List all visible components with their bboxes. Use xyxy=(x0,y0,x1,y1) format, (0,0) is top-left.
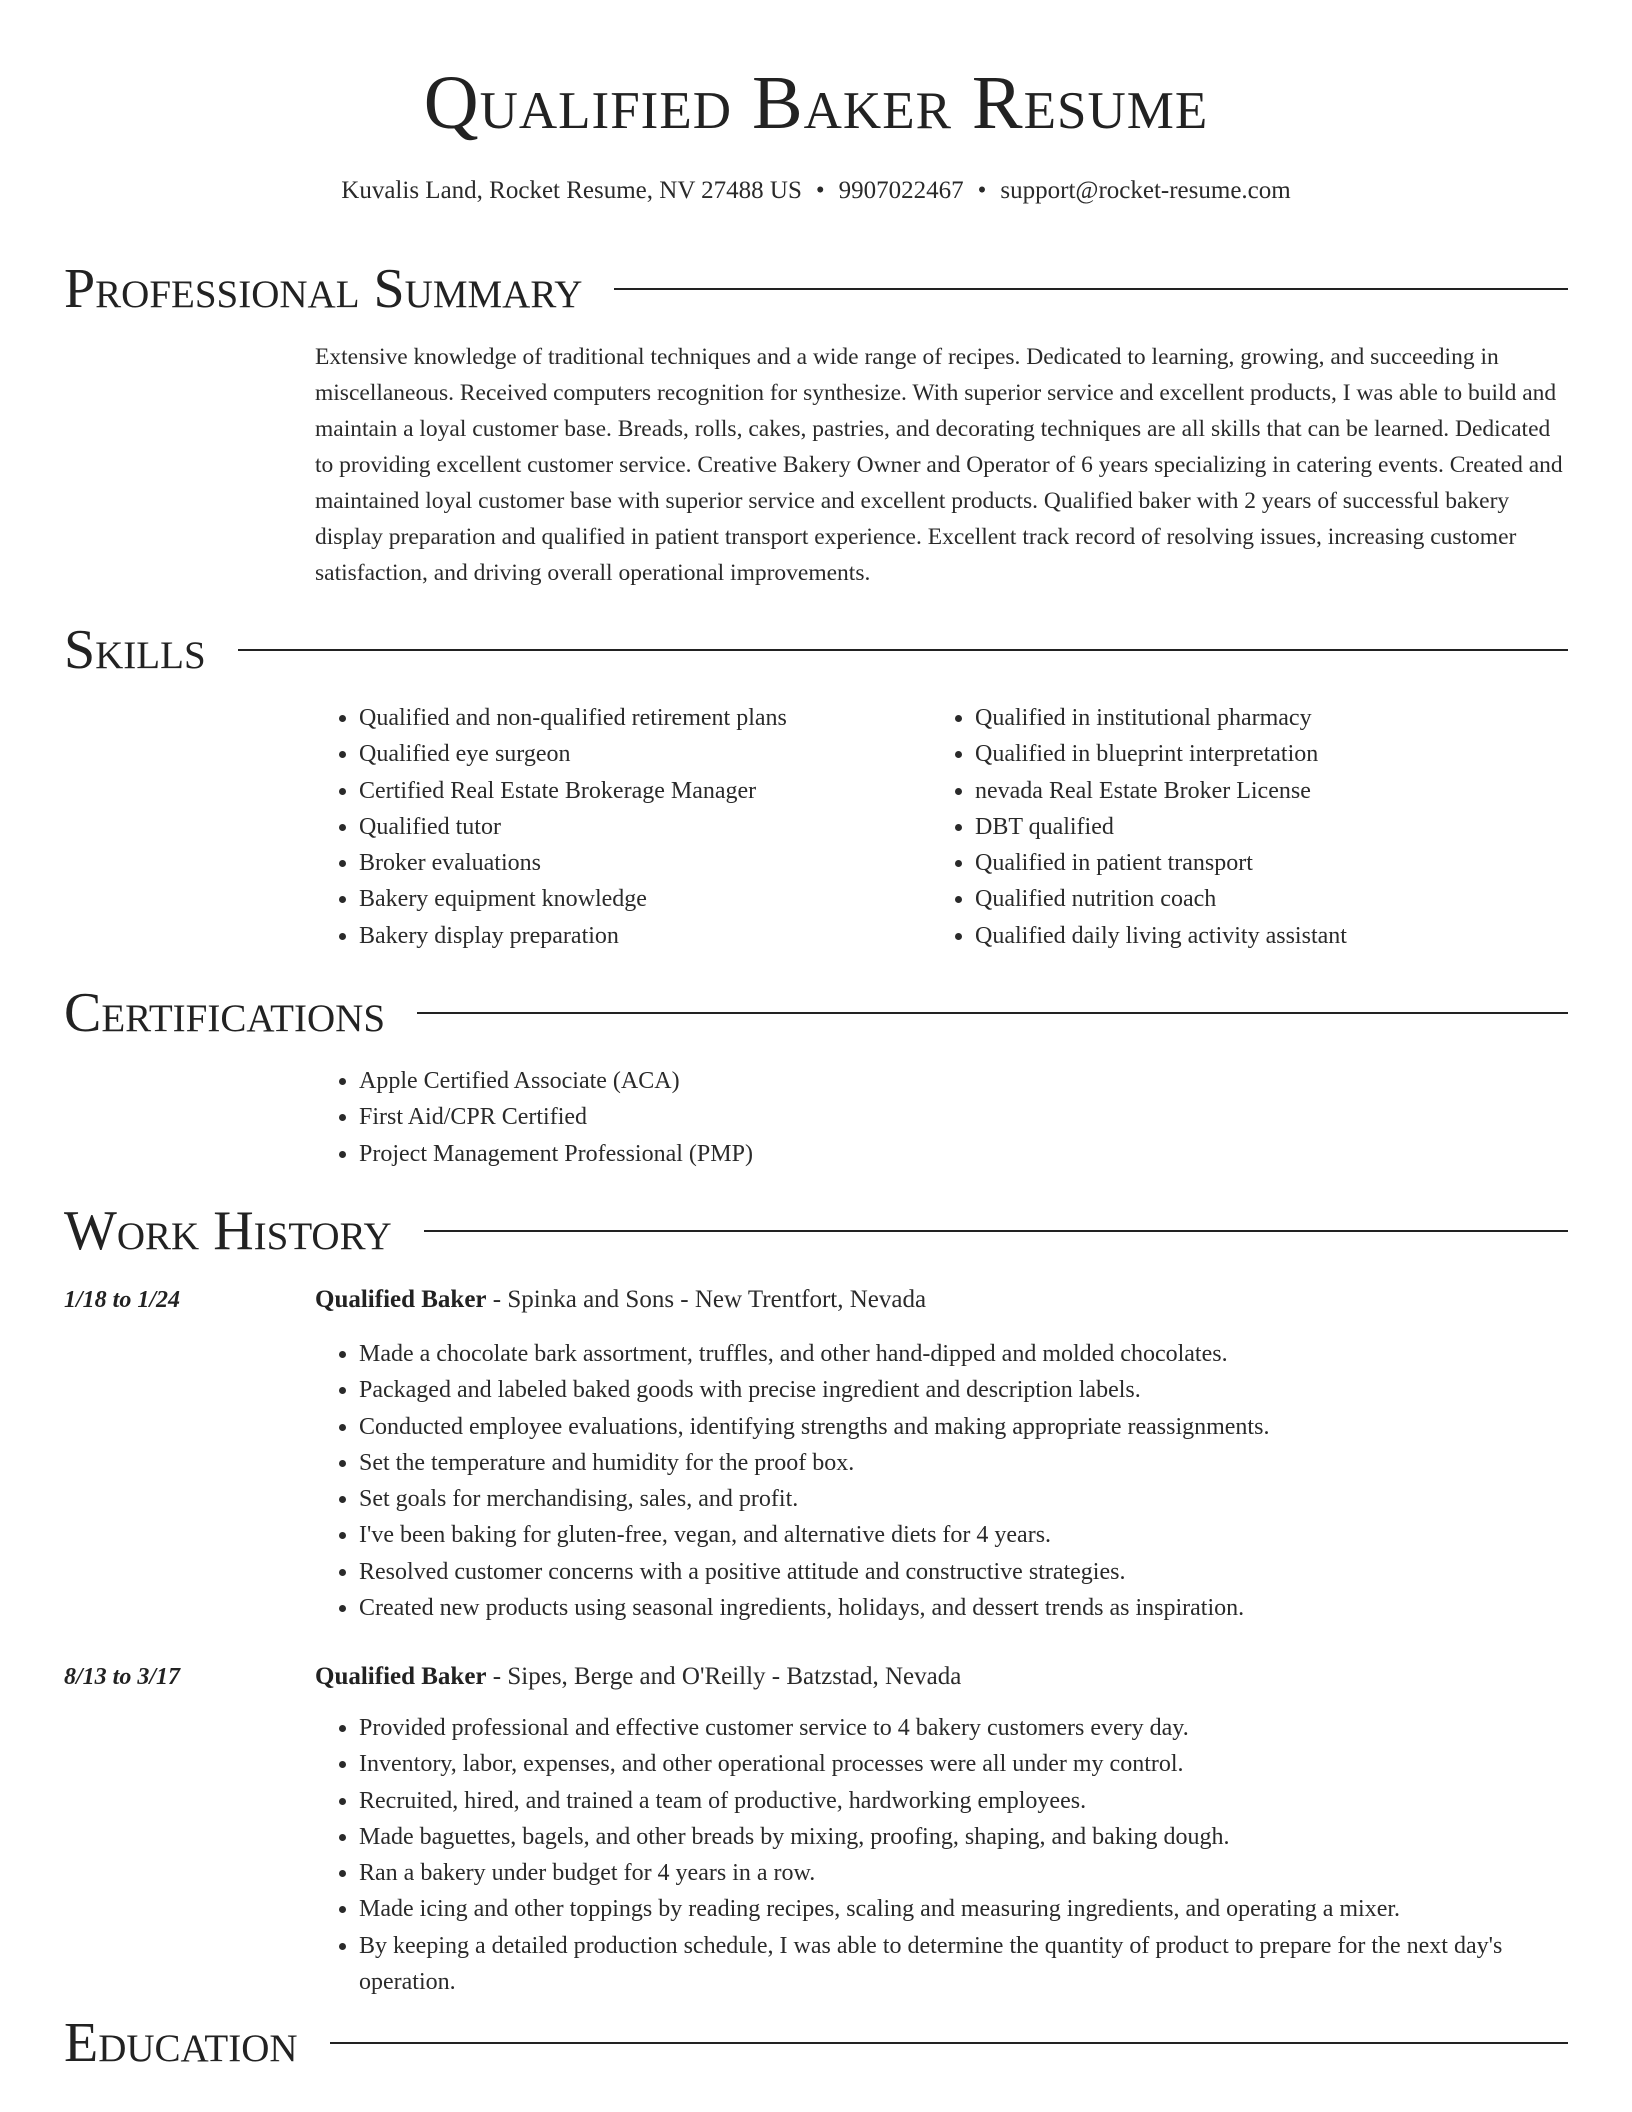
work-section-header xyxy=(64,1198,1568,1264)
skill-item: • Bakery display preparation xyxy=(359,918,915,954)
job-employer: - Spinka and Sons - New Trentfort, Nevada xyxy=(486,1286,927,1313)
education-section-header xyxy=(64,2010,1568,2076)
skills-list-left xyxy=(315,700,915,954)
job-duty-item: • I've been baking for gluten-free, vegan, and alternative diets for 4 years. xyxy=(359,1517,1570,1553)
certification-item: • Project Management Professional (PMP) xyxy=(359,1136,1315,1172)
contact-separator: • xyxy=(815,177,825,204)
job-duty-item: • Ran a bakery under budget for 4 years in a row. xyxy=(359,1855,1570,1891)
skill-item: • nevada Real Estate Broker License xyxy=(975,773,1571,809)
certification-item: • First Aid/CPR Certified xyxy=(359,1099,1315,1135)
contact-line xyxy=(0,174,1632,208)
job-employer: - Sipes, Berge and O'Reilly - Batzstad, Nevada xyxy=(486,1663,962,1690)
skill-item: • Qualified and non-qualified retirement plans xyxy=(359,700,915,736)
job-duty-item: • Made baguettes, bagels, and other breads by mixing, proofing, shaping, and baking dough. xyxy=(359,1819,1570,1855)
section-divider xyxy=(417,1012,1568,1014)
skill-item: • Certified Real Estate Brokerage Manager xyxy=(359,773,915,809)
job-duties-list xyxy=(315,1336,1570,1626)
job-duty-item: • Made a chocolate bark assortment, truffles, and other hand-dipped and molded chocolates. xyxy=(359,1336,1570,1372)
job-bullets-block xyxy=(315,1336,1570,1626)
section-divider xyxy=(238,649,1568,651)
summary-text: Extensive knowledge of traditional techniques and a wide range of recipes. Dedicated to learning, growing, and succeeding in miscellaneous. Received computers recognition for synthesize. With superior service and excellent products, I was able to build and maintain a loyal customer base. Breads, rolls, cakes, pastries, and decorating techniques are all skills that can be learned. Dedicated to providing excellent customer service. Creative Bakery Owner and Operator of 6 years specializing in catering events. Created and maintained loyal customer base with superior service and excellent products. Qualified baker with 2 years of successful bakery display preparation and qualified in patient transport experience. Excellent track record of resolving issues, increasing customer satisfaction, and driving overall operational improvements. xyxy=(315,344,1563,586)
job-duty-item: • Conducted employee evaluations, identifying strengths and making appropriate reassignments. xyxy=(359,1409,1570,1445)
skill-item: • Qualified tutor xyxy=(359,809,915,845)
contact-address: Kuvalis Land, Rocket Resume, NV 27488 US xyxy=(341,177,802,204)
skill-item: • DBT qualified xyxy=(975,809,1571,845)
job-duty-item: • Packaged and labeled baked goods with precise ingredient and description labels. xyxy=(359,1372,1570,1408)
job-duty-item: • Set the temperature and humidity for the proof box. xyxy=(359,1445,1570,1481)
certifications-section-header xyxy=(64,980,1568,1046)
skills-column-left xyxy=(315,700,915,954)
job-duty-item: • Recruited, hired, and trained a team of productive, hardworking employees. xyxy=(359,1783,1570,1819)
job-duty-item: • Inventory, labor, expenses, and other operational processes were all under my control. xyxy=(359,1746,1570,1782)
certifications-section-title: Certifications xyxy=(64,982,386,1044)
skill-item: • Qualified in institutional pharmacy xyxy=(975,700,1571,736)
skill-item: • Qualified nutrition coach xyxy=(975,881,1571,917)
skills-section-header xyxy=(64,617,1568,683)
skill-item: • Broker evaluations xyxy=(359,845,915,881)
section-divider xyxy=(424,1230,1568,1232)
job-duty-item: • Set goals for merchandising, sales, and profit. xyxy=(359,1481,1570,1517)
job-bullets-block xyxy=(315,1710,1570,2000)
contact-separator: • xyxy=(977,177,987,204)
section-divider xyxy=(614,288,1568,290)
skills-column-right xyxy=(931,700,1571,954)
job-duty-item: • Created new products using seasonal ingredients, holidays, and dessert trends as inspiration. xyxy=(359,1590,1570,1626)
job-title: Qualified Baker xyxy=(315,1663,487,1690)
certifications-block xyxy=(315,1063,1315,1172)
certification-item: • Apple Certified Associate (ACA) xyxy=(359,1063,1315,1099)
certifications-list xyxy=(315,1063,1315,1172)
skills-list-right xyxy=(931,700,1571,954)
skill-item: • Qualified daily living activity assistant xyxy=(975,918,1571,954)
job-dates: 1/18 to 1/24 xyxy=(64,1287,181,1313)
skills-section-title: Skills xyxy=(64,619,206,681)
skill-item: • Bakery equipment knowledge xyxy=(359,881,915,917)
section-divider xyxy=(330,2042,1568,2044)
summary-section-title: Professional Summary xyxy=(64,258,583,320)
job-duty-item: • By keeping a detailed production schedule, I was able to determine the quantity of product to prepare for the next day's operation. xyxy=(359,1928,1570,2001)
summary-section-header xyxy=(64,256,1568,322)
education-section-title: Education xyxy=(64,2012,298,2074)
job-duty-item: • Made icing and other toppings by reading recipes, scaling and measuring ingredients, and operating a mixer. xyxy=(359,1891,1570,1927)
skill-item: • Qualified eye surgeon xyxy=(359,736,915,772)
job-heading xyxy=(315,1660,961,1694)
job-dates: 8/13 to 3/17 xyxy=(64,1664,181,1690)
skill-item: • Qualified in blueprint interpretation xyxy=(975,736,1571,772)
contact-email: support@rocket-resume.com xyxy=(1000,177,1291,204)
job-duties-list xyxy=(315,1710,1570,2000)
skill-item: • Qualified in patient transport xyxy=(975,845,1571,881)
job-duty-item: • Resolved customer concerns with a positive attitude and constructive strategies. xyxy=(359,1554,1570,1590)
job-title: Qualified Baker xyxy=(315,1286,487,1313)
work-section-title: Work History xyxy=(64,1200,392,1262)
job-heading xyxy=(315,1283,926,1317)
contact-phone: 9907022467 xyxy=(838,177,964,204)
job-duty-item: • Provided professional and effective customer service to 4 bakery customers every day. xyxy=(359,1710,1570,1746)
resume-title: Qualified Baker Resume xyxy=(423,61,1209,145)
